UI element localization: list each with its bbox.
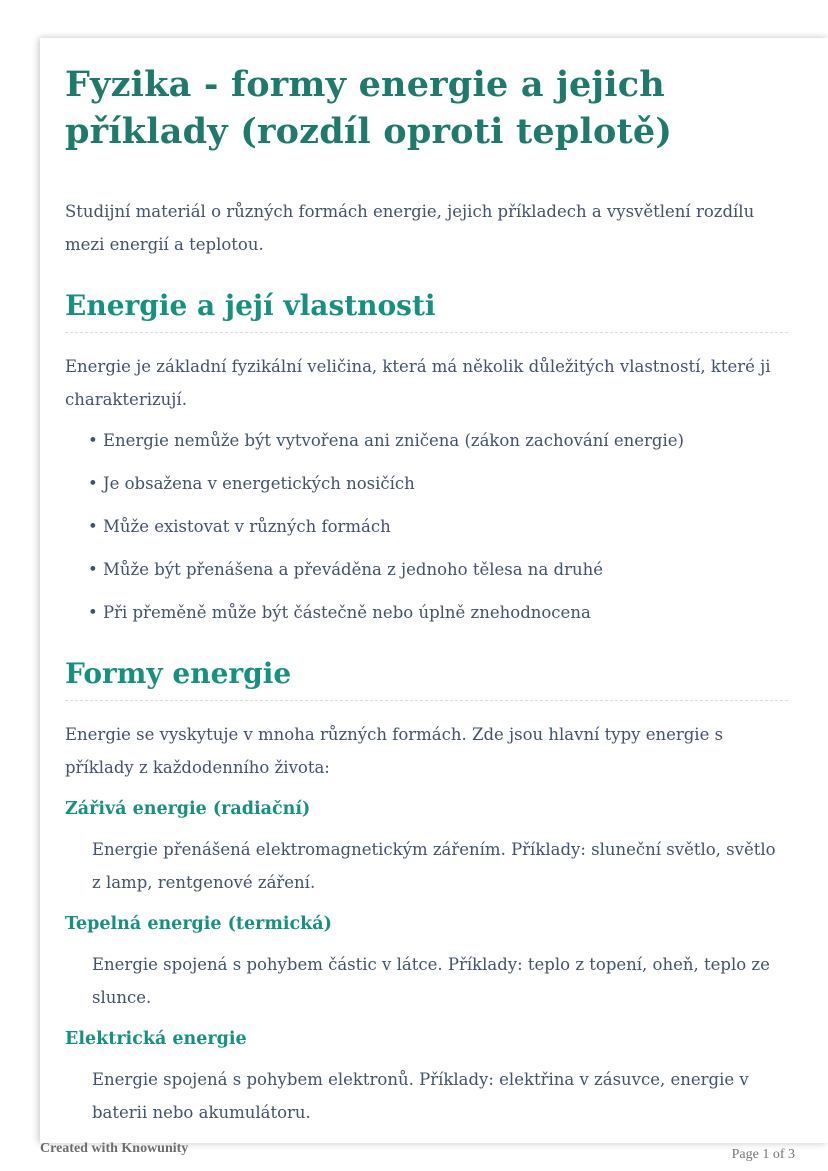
bullet-item: • Je obsažena v energetických nosičích bbox=[88, 467, 788, 500]
footer-branding: Created with Knowunity bbox=[40, 1141, 189, 1156]
subsection-heading-tepelna-energie: Tepelná energie (termická) bbox=[65, 914, 332, 935]
section-heading-formy-energie: Formy energie bbox=[65, 656, 788, 701]
page-indicator: Page 1 of 3 bbox=[731, 1147, 795, 1162]
document-subtitle: Studijní materiál o různých formách energie, jejich příkladech a vysvětlení rozdílu mezi energií a teplotou. bbox=[65, 202, 755, 255]
subsection-heading-elektricka-energie: Elektrická energie bbox=[65, 1029, 247, 1050]
document-page bbox=[40, 38, 828, 1143]
section-intro-formy-energie: Energie se vyskytuje v mnoha různých formách. Zde jsou hlavní typy energie s příklady z každodenního života: bbox=[65, 725, 724, 778]
subsection-heading-zariva-energie: Zářivá energie (radiační) bbox=[65, 799, 311, 820]
bullet-item: • Energie nemůže být vytvořena ani zničena (zákon zachování energie) bbox=[88, 424, 788, 457]
bullet-item: • Může existovat v různých formách bbox=[88, 510, 788, 543]
document-title: Fyzika - formy energie a jejich příklady (rozdíl oproti teplotě) bbox=[65, 64, 673, 152]
bullet-item: • Při přeměně může být částečně nebo úplně znehodnocena bbox=[88, 596, 788, 629]
section-intro-energie-vlastnosti: Energie je základní fyzikální veličina, která má několik důležitých vlastností, které ji charakterizují. bbox=[65, 357, 771, 410]
subsection-text-tepelna-energie: Energie spojená s pohybem částic v látce. Příklady: teplo z topení, oheň, teplo ze slunce. bbox=[92, 955, 770, 1008]
subsection-text-zariva-energie: Energie přenášená elektromagnetickým zářením. Příklady: sluneční světlo, světlo z lamp, rentgenové záření. bbox=[92, 840, 776, 893]
bullet-item: • Může být přenášena a převáděna z jednoho tělesa na druhé bbox=[88, 553, 788, 586]
subsection-text-elektricka-energie: Energie spojená s pohybem elektronů. Příklady: elektřina v zásuvce, energie v baterii nebo akumulátoru. bbox=[92, 1070, 749, 1123]
properties-bullet-list bbox=[65, 424, 788, 629]
section-heading-energie-vlastnosti: Energie a její vlastnosti bbox=[65, 288, 788, 333]
